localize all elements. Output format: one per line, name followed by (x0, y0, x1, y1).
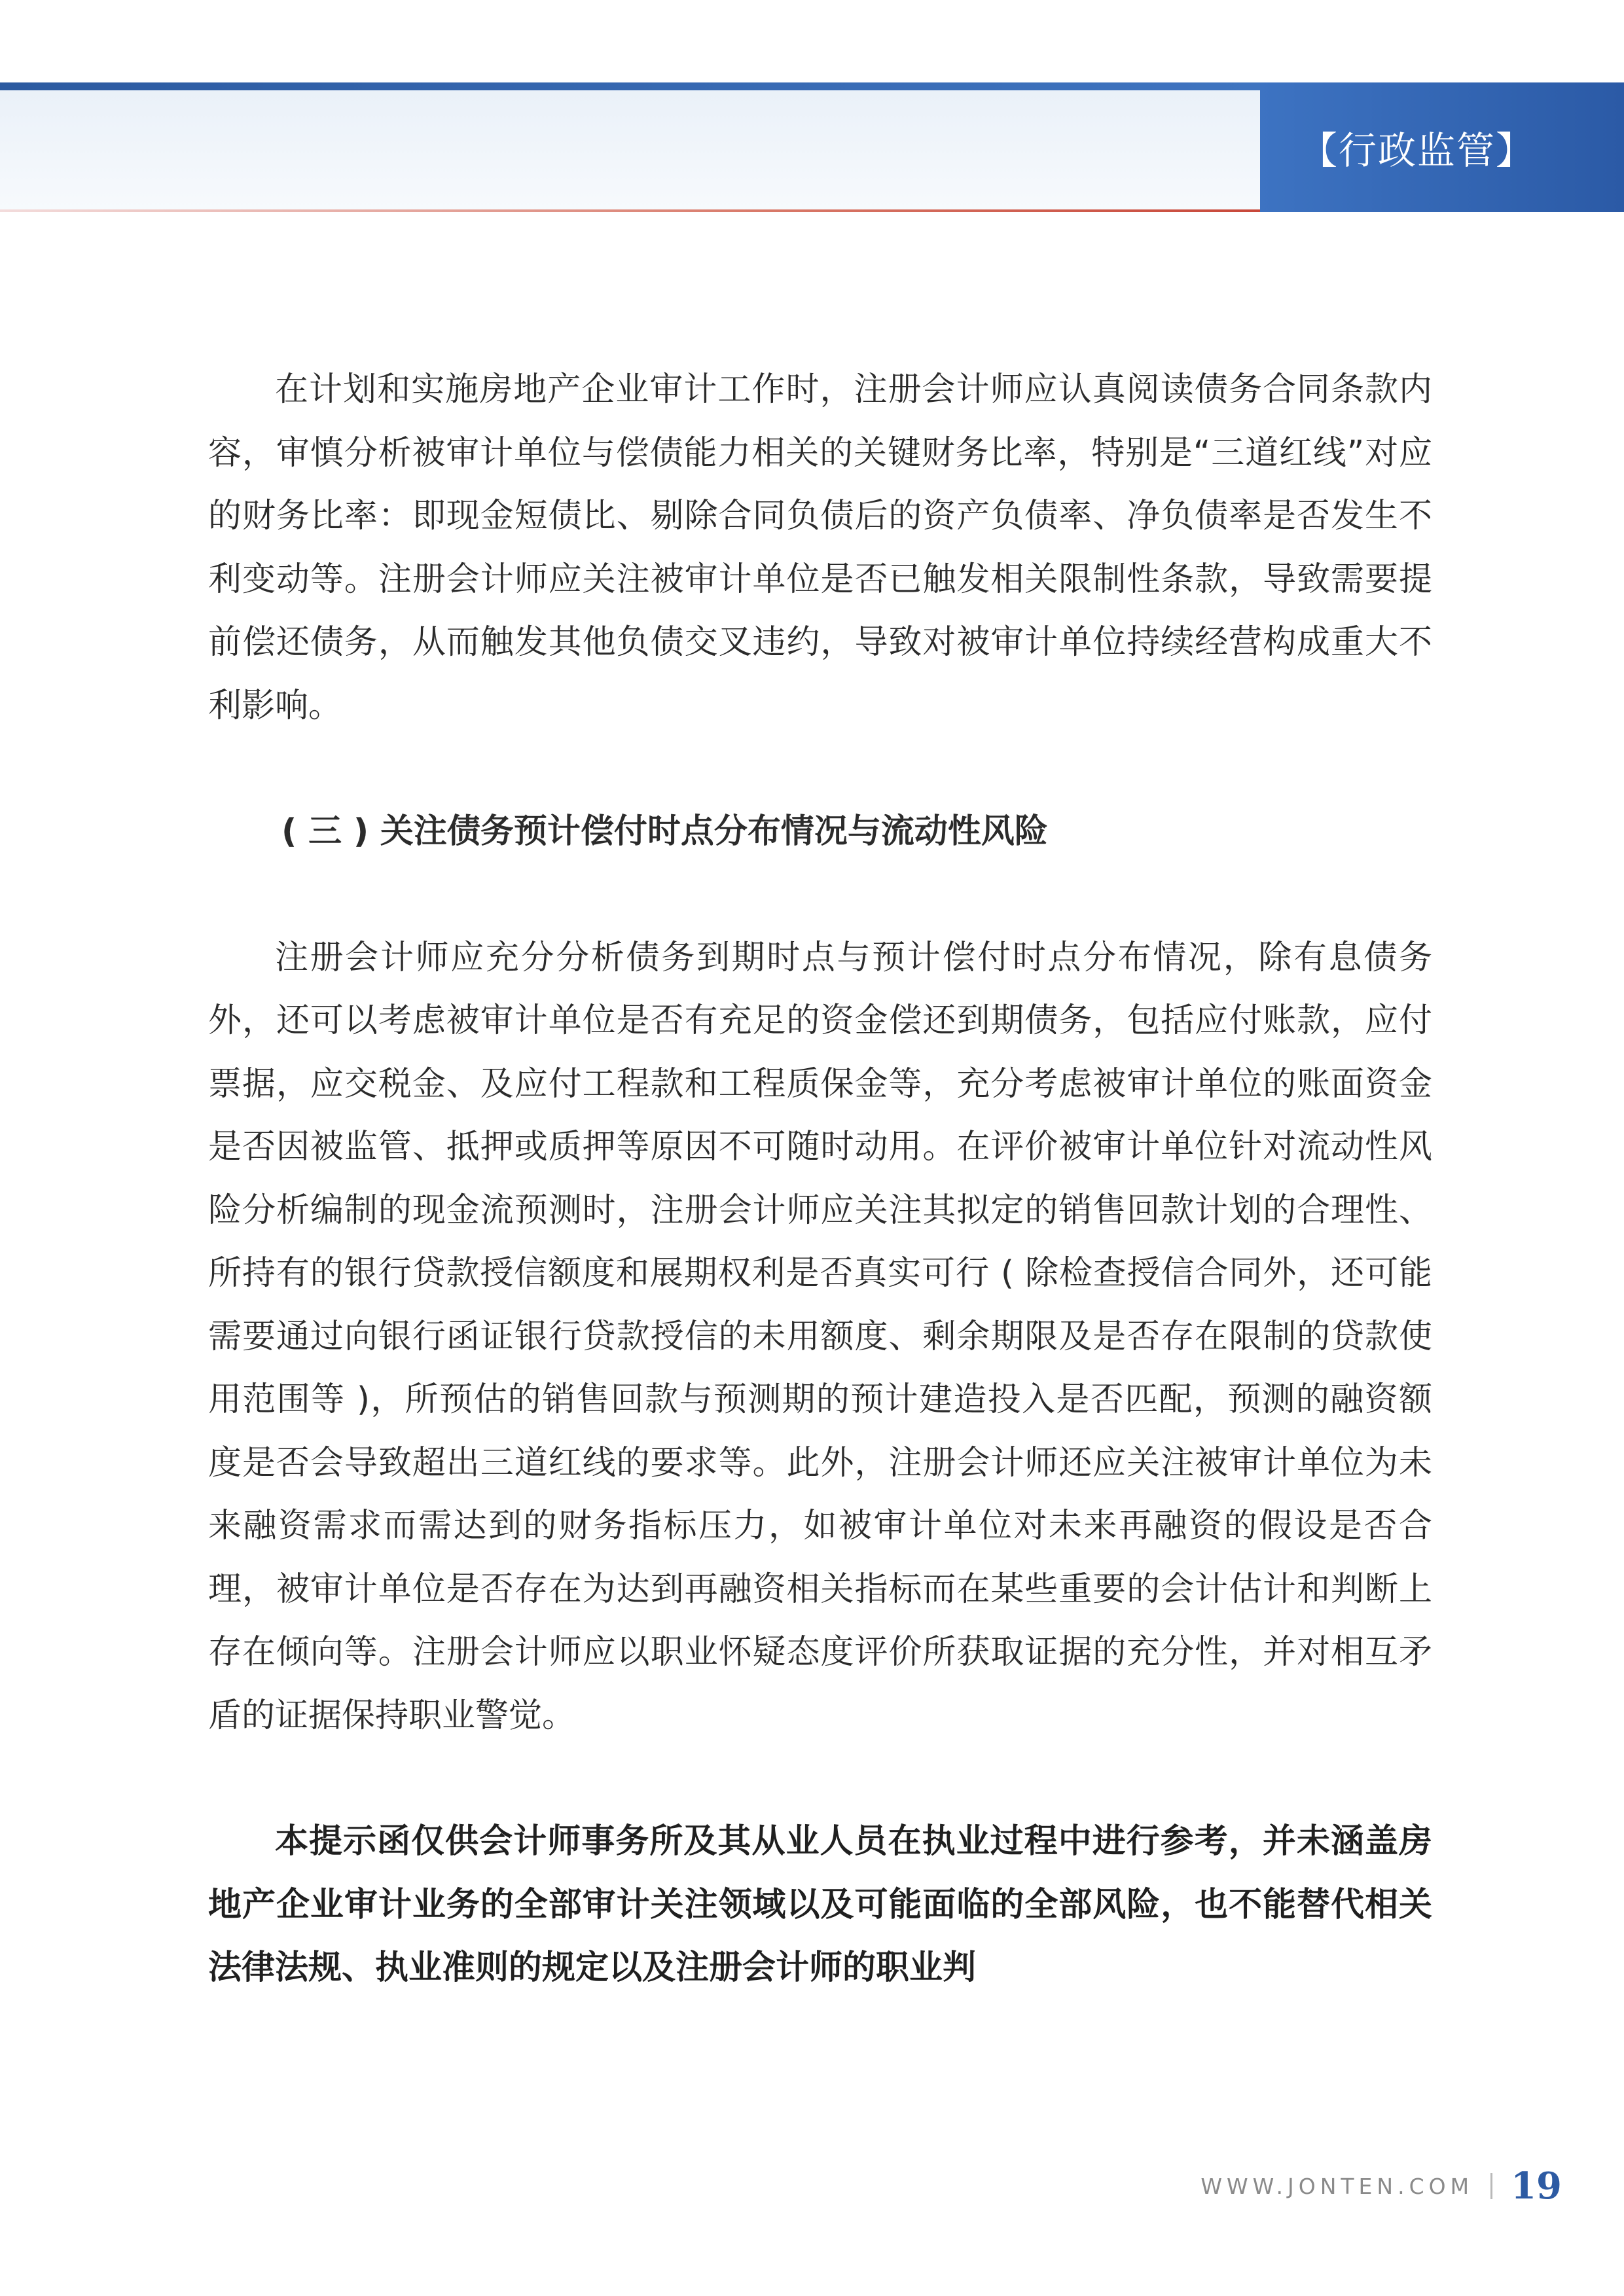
section-heading-3: ( 三 ) 关注债务预计偿付时点分布情况与流动性风险 (281, 812, 1048, 851)
page-number: 19 (1511, 2164, 1562, 2208)
section-tab (1260, 82, 1624, 212)
page-footer (1200, 2157, 1562, 2215)
body-paragraph-2: 注册会计师应充分分析债务到期时点与预计偿付时点分布情况，除有息债务外，还可以考虑被审计单位是否有充足的资金偿还到期债务，包括应付账款，应付票据，应交税金、及应付工程款和工程质保金等，充分考虑被审计单位的账面资金是否因被监管、抵押或质押等原因不可随时动用。在评价被审计单位针对流动性风险分析编制的现金流预测时，注册会计师应关注其拟定的销售回款计划的合理性、所持有的银行贷款授信额度和展期权利是否真实可行 ( 除检查授信合同外，还可能需要通过向银行函证银行贷款授信的未用额度、剩余期限及是否存在限制的贷款使用范围等 )，所预估的销售回款与预测期的预计建造投入是否匹配，预测的融资额度是否会导致超出三道红线的要求等。此外，注册会计师还应关注被审计单位为未来融资需求而需达到的财务指标压力，如被审计单位对未来再融资的假设是否合理，被审计单位是否存在为达到再融资相关指标而在某些重要的会计估计和判断上存在倾向等。注册会计师应以职业怀疑态度评价所获取证据的充分性，并对相互矛盾的证据保持职业警觉。 (208, 938, 1432, 1735)
section-label: 【行政监管】 (1299, 128, 1536, 173)
main-content (208, 359, 1432, 2000)
header-top-rule (0, 82, 1260, 90)
header-band (0, 82, 1260, 212)
website-link[interactable]: WWW.JONTEN.COM (1200, 2173, 1474, 2199)
disclaimer-note: 本提示函仅供会计师事务所及其从业人员在执业过程中进行参考，并未涵盖房地产企业审计业务的全部审计关注领域以及可能面临的全部风险，也不能替代相关法律法规、执业准则的规定以及注册会计师的职业判 (208, 1822, 1432, 1987)
header-bottom-rule (0, 209, 1260, 212)
body-paragraph-1: 在计划和实施房地产企业审计工作时，注册会计师应认真阅读债务合同条款内容，审慎分析被审计单位与偿债能力相关的关键财务比率，特别是“三道红线”对应的财务比率：即现金短债比、剔除合同负债后的资产负债率、净负债率是否发生不利变动等。注册会计师应关注被审计单位是否已触发相关限制性条款，导致需要提前偿还债务，从而触发其他负债交叉违约，导致对被审计单位持续经营构成重大不利影响。 (208, 370, 1432, 725)
footer-divider (1490, 2173, 1492, 2199)
